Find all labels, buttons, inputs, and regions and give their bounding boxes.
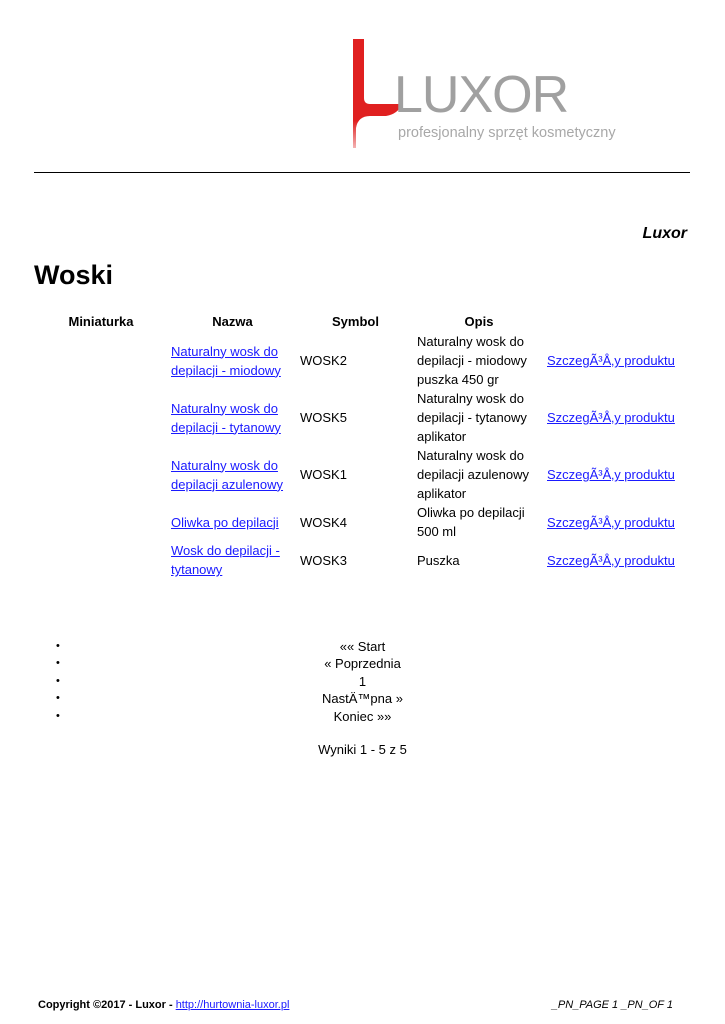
product-symbol: WOSK2: [300, 353, 347, 368]
product-name-link[interactable]: Naturalny wosk do depilacji azulenowy: [171, 457, 284, 492]
thumbnail-cell: [34, 446, 168, 503]
pagination-next[interactable]: [0, 690, 725, 707]
table-row: [34, 541, 690, 579]
bullet-icon: •: [56, 640, 60, 652]
header-divider: [34, 172, 690, 173]
logo-tagline: profesjonalny sprzęt kosmetyczny: [398, 125, 616, 141]
product-symbol: WOSK3: [300, 552, 347, 568]
brand-name: Luxor: [642, 225, 687, 242]
pagination-label: Koniec »»: [333, 708, 392, 724]
pagination-start[interactable]: [0, 638, 725, 655]
product-description: Oliwka po depilacji 500 ml: [417, 505, 525, 539]
pagination-end[interactable]: [0, 708, 725, 725]
product-symbol: WOSK5: [300, 410, 347, 425]
bullet-icon: •: [56, 692, 60, 705]
product-symbol: WOSK1: [300, 467, 347, 482]
bullet-icon: •: [56, 674, 60, 687]
header-thumbnail: Miniaturka: [68, 314, 134, 329]
thumbnail-cell: [34, 389, 168, 446]
luxor-logo: [340, 36, 630, 156]
thumbnail-cell: [34, 332, 168, 389]
table-row: [34, 446, 690, 503]
pagination-label: « Poprzednia: [324, 656, 401, 672]
footer-copyright: [38, 999, 289, 1011]
header-name: Nazwa: [212, 314, 253, 329]
pagination-page-1[interactable]: [0, 673, 725, 690]
products-table: [34, 312, 690, 579]
pagination: [0, 638, 725, 725]
product-symbol: WOSK4: [300, 514, 347, 530]
product-details-link[interactable]: SzczegÃ³Å‚y produktu: [547, 353, 675, 368]
table-row: [34, 503, 690, 541]
product-name-link[interactable]: Naturalny wosk do depilacji - miodowy: [171, 343, 281, 378]
product-details-link[interactable]: SzczegÃ³Å‚y produktu: [547, 410, 675, 425]
results-count: Wyniki 1 - 5 z 5: [318, 742, 407, 757]
thumbnail-cell: [34, 503, 168, 541]
copyright-text: Copyright ©2017 - Luxor -: [38, 999, 173, 1011]
luxor-logo-graphic: [340, 36, 630, 156]
pagination-label: NastÄ™pna »: [322, 691, 403, 707]
header-symbol: Symbol: [332, 314, 379, 329]
product-description: Naturalny wosk do depilacji - tytanowy aplikator: [417, 391, 527, 444]
bullet-icon: •: [56, 657, 60, 670]
header-description: Opis: [464, 314, 494, 329]
table-row: [34, 332, 690, 389]
product-name-link[interactable]: Oliwka po depilacji: [171, 514, 279, 530]
logo-wordmark: LUXOR: [394, 66, 569, 124]
thumbnail-cell: [34, 541, 168, 579]
product-name-link[interactable]: Naturalny wosk do depilacji - tytanowy: [171, 400, 281, 435]
pagination-label: «« Start: [339, 639, 386, 654]
table-row: [34, 389, 690, 446]
table-header-row: [34, 312, 690, 332]
bullet-icon: •: [56, 709, 60, 722]
product-details-link[interactable]: SzczegÃ³Å‚y produktu: [547, 467, 675, 482]
product-name-link[interactable]: Wosk do depilacji - tytanowy: [171, 543, 280, 577]
footer-page-marker: _PN_PAGE 1 _PN_OF 1: [551, 999, 673, 1011]
pagination-label: 1: [358, 673, 367, 689]
product-details-link[interactable]: SzczegÃ³Å‚y produktu: [547, 514, 675, 530]
page-title: Woski: [34, 260, 114, 290]
footer-site-link[interactable]: http://hurtownia-luxor.pl: [175, 999, 290, 1011]
product-details-link[interactable]: SzczegÃ³Å‚y produktu: [547, 552, 675, 568]
product-description: Naturalny wosk do depilacji azulenowy aplikator: [417, 448, 530, 501]
product-description: Naturalny wosk do depilacji - miodowy puszka 450 gr: [417, 334, 527, 387]
pagination-previous[interactable]: [0, 655, 725, 672]
header-details: [544, 312, 690, 332]
product-description: Puszka: [417, 552, 460, 568]
